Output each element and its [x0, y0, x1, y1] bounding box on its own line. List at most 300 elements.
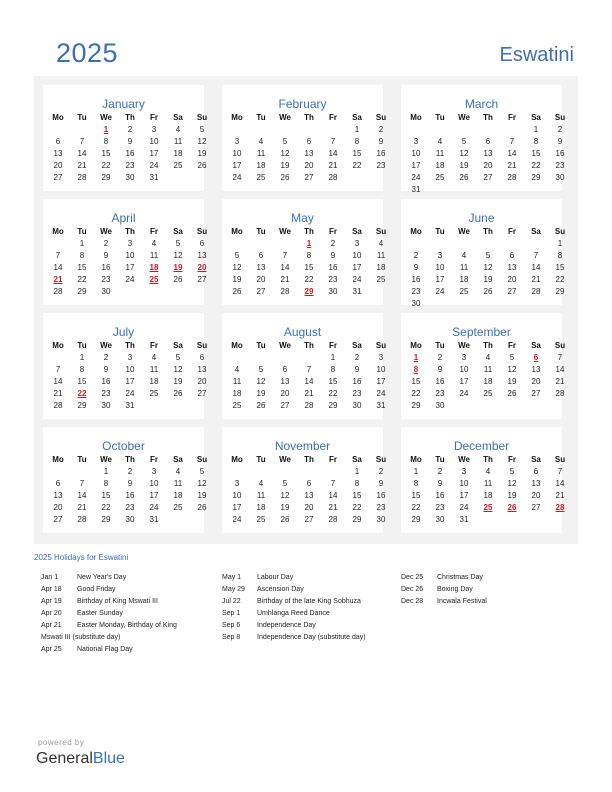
weekday-header: We — [458, 227, 470, 236]
calendar-day: 29 — [352, 515, 362, 524]
calendar-day: 16 — [352, 377, 362, 386]
calendar-day: 12 — [256, 377, 266, 386]
calendar-day: 28 — [280, 287, 290, 296]
calendar-day: 5 — [282, 137, 288, 146]
calendar-day: 27 — [197, 275, 207, 284]
calendar-day: 31 — [352, 287, 362, 296]
calendar-day: 22 — [101, 161, 111, 170]
holiday-name: Independence Day (substitute day) — [257, 634, 366, 641]
weekday-header: Fr — [508, 227, 516, 236]
calendar-day: 11 — [232, 377, 242, 386]
calendar-day: 23 — [328, 275, 338, 284]
calendar-day: 14 — [304, 377, 314, 386]
calendar-day: 6 — [533, 467, 539, 476]
calendar-day: 24 — [459, 389, 469, 398]
weekday-header: Sa — [531, 455, 541, 464]
calendar-day: 25 — [376, 275, 386, 284]
calendar-day: 4 — [151, 353, 157, 362]
calendar-day: 5 — [258, 365, 264, 374]
weekday-header: Fr — [150, 341, 158, 350]
calendar-day: 11 — [173, 137, 183, 146]
calendar-day: 15 — [101, 491, 111, 500]
calendar-day: 25 — [459, 287, 469, 296]
calendar-day: 19 — [459, 161, 469, 170]
calendar-day: 26 — [507, 389, 517, 398]
calendar-day: 26 — [232, 287, 242, 296]
calendar-day: 3 — [354, 239, 360, 248]
weekday-header: Fr — [329, 227, 337, 236]
calendar-day: 18 — [173, 149, 183, 158]
holiday-date-text: Apr 20 — [41, 610, 62, 617]
calendar-day: 2 — [103, 353, 109, 362]
calendar-day: 12 — [173, 365, 183, 374]
calendar-day: 20 — [53, 161, 63, 170]
calendar-day: 17 — [459, 377, 469, 386]
holiday-date-text: Dec 25 — [401, 574, 424, 581]
calendar-day: 6 — [199, 353, 205, 362]
calendar-day: 21 — [328, 503, 338, 512]
calendar-day: 4 — [461, 251, 467, 260]
calendar-day: 15 — [328, 377, 338, 386]
calendar-day: 23 — [376, 503, 386, 512]
calendar-day: 2 — [378, 125, 384, 134]
calendar-day: 23 — [376, 161, 386, 170]
calendar-day: 17 — [149, 149, 159, 158]
calendar-day: 21 — [555, 377, 565, 386]
calendar-day: 5 — [461, 137, 467, 146]
calendar-day: 29 — [411, 401, 421, 410]
calendar-day: 1 — [354, 125, 360, 134]
calendar-day: 27 — [53, 515, 63, 524]
calendar-day: 16 — [376, 491, 386, 500]
month-name: September — [452, 325, 511, 339]
calendar-day: 3 — [234, 137, 240, 146]
calendar-day: 5 — [282, 479, 288, 488]
calendar-day: 14 — [328, 149, 338, 158]
holiday-date: 1 — [306, 239, 312, 248]
calendar-day: 25 — [483, 389, 493, 398]
holiday-date: 19 — [173, 263, 183, 272]
calendar-day: 12 — [197, 137, 207, 146]
weekday-header: Fr — [150, 227, 158, 236]
calendar-day: 10 — [376, 365, 386, 374]
calendar-day: 25 — [256, 173, 266, 182]
calendar-day: 3 — [413, 137, 419, 146]
weekday-header: Su — [196, 113, 208, 122]
weekday-header: Mo — [410, 227, 422, 236]
calendar-day: 21 — [304, 389, 314, 398]
calendar-day: 22 — [328, 389, 338, 398]
calendar-day: 15 — [77, 263, 87, 272]
calendar-day: 31 — [149, 515, 159, 524]
calendar-day: 7 — [557, 353, 563, 362]
calendar-day: 26 — [256, 401, 266, 410]
calendar-day: 13 — [197, 251, 207, 260]
calendar-day: 7 — [330, 137, 336, 146]
calendar-day: 20 — [531, 377, 541, 386]
calendar-day: 16 — [328, 263, 338, 272]
weekday-header: We — [458, 113, 470, 122]
calendar-day: 14 — [53, 377, 63, 386]
holiday-date-text: Dec 28 — [401, 598, 424, 605]
calendar-day: 16 — [101, 263, 111, 272]
calendar-day: 7 — [79, 479, 85, 488]
calendar-day: 9 — [127, 137, 133, 146]
calendar-day: 25 — [435, 173, 445, 182]
holiday-name: Birthday of the late King Sobhuza — [257, 598, 361, 605]
weekday-header: Th — [125, 455, 135, 464]
holiday-date: 29 — [304, 287, 314, 296]
calendar-day: 8 — [103, 137, 109, 146]
calendar-day: 27 — [197, 389, 207, 398]
weekday-header: Fr — [150, 113, 158, 122]
calendar-day: 10 — [149, 479, 159, 488]
calendar-day: 1 — [533, 125, 539, 134]
calendar-day: 24 — [459, 503, 469, 512]
calendar-day: 28 — [77, 515, 87, 524]
holiday-date: 20 — [197, 263, 207, 272]
weekday-header: Tu — [77, 113, 87, 122]
calendar-day: 21 — [555, 491, 565, 500]
calendar-day: 14 — [77, 149, 87, 158]
calendar-day: 13 — [197, 365, 207, 374]
calendar-day: 22 — [531, 161, 541, 170]
weekday-header: Su — [554, 113, 566, 122]
calendar-day: 15 — [411, 377, 421, 386]
weekday-header: We — [458, 455, 470, 464]
calendar-day: 24 — [149, 161, 159, 170]
calendar-day: 28 — [507, 173, 517, 182]
calendar-day: 17 — [411, 161, 421, 170]
calendar-day: 31 — [459, 515, 469, 524]
weekday-header: Tu — [77, 455, 87, 464]
calendar-day: 22 — [411, 389, 421, 398]
calendar-day: 19 — [507, 491, 517, 500]
weekday-header: Sa — [173, 455, 183, 464]
calendar-day: 2 — [103, 239, 109, 248]
holiday-date-text: May 1 — [222, 574, 242, 581]
calendar-day: 31 — [125, 401, 135, 410]
weekday-header: We — [100, 227, 112, 236]
weekday-header: Sa — [173, 341, 183, 350]
holidays-heading: 2025 Holidays for Eswatini — [34, 553, 129, 562]
holiday-date: 8 — [413, 365, 419, 374]
calendar-day: 29 — [101, 515, 111, 524]
calendar-day: 24 — [232, 515, 242, 524]
calendar-day: 13 — [53, 491, 63, 500]
calendar-day: 18 — [483, 377, 493, 386]
calendar-day: 2 — [127, 467, 133, 476]
calendar-day: 18 — [483, 491, 493, 500]
weekday-header: We — [100, 455, 112, 464]
weekday-header: Su — [375, 341, 387, 350]
calendar-day: 19 — [507, 377, 517, 386]
weekday-header: Mo — [231, 227, 243, 236]
weekday-header: Sa — [531, 113, 541, 122]
calendar-day: 28 — [531, 287, 541, 296]
calendar-day: 7 — [282, 251, 288, 260]
weekday-header: Th — [483, 341, 493, 350]
weekday-header: Su — [375, 113, 387, 122]
calendar-day: 18 — [435, 161, 445, 170]
calendar-day: 17 — [435, 275, 445, 284]
calendar-day: 29 — [411, 515, 421, 524]
month-december — [401, 427, 566, 533]
calendar-day: 14 — [280, 263, 290, 272]
holiday-name: Labour Day — [257, 574, 294, 581]
weekday-header: Th — [483, 455, 493, 464]
calendar-day: 26 — [197, 503, 207, 512]
calendar-day: 5 — [199, 125, 205, 134]
holiday-name: Christmas Day — [437, 574, 483, 581]
calendar-day: 6 — [55, 137, 61, 146]
calendar-day: 22 — [411, 503, 421, 512]
calendar-day: 13 — [304, 149, 314, 158]
brand-logo-part2: Blue — [92, 750, 125, 767]
calendar-day: 30 — [352, 401, 362, 410]
calendar-day: 8 — [103, 479, 109, 488]
month-april — [43, 199, 208, 305]
calendar-day: 4 — [485, 467, 491, 476]
holiday-name: Incwala Festival — [437, 598, 487, 605]
weekday-header: Th — [125, 227, 135, 236]
brand-logo[interactable] — [36, 750, 125, 768]
weekday-header: Mo — [52, 455, 64, 464]
calendar-day: 23 — [435, 503, 445, 512]
calendar-day: 15 — [411, 491, 421, 500]
calendar-day: 4 — [485, 353, 491, 362]
calendar-day: 19 — [256, 389, 266, 398]
calendar-day: 22 — [77, 275, 87, 284]
month-february — [222, 85, 387, 191]
calendar-day: 28 — [53, 401, 63, 410]
weekday-header: Tu — [435, 455, 445, 464]
calendar-day: 28 — [328, 173, 338, 182]
weekday-header: Th — [304, 341, 314, 350]
weekday-header: We — [279, 341, 291, 350]
holiday-date: 25 — [149, 275, 159, 284]
weekday-header: Su — [554, 341, 566, 350]
weekday-header: Sa — [352, 227, 362, 236]
calendar-day: 28 — [555, 389, 565, 398]
calendar-day: 30 — [435, 401, 445, 410]
calendar-day: 25 — [256, 515, 266, 524]
calendar-day: 26 — [280, 515, 290, 524]
calendar-day: 17 — [232, 161, 242, 170]
weekday-header: Tu — [256, 113, 266, 122]
weekday-header: We — [279, 227, 291, 236]
calendar-day: 19 — [280, 161, 290, 170]
weekday-header: Th — [125, 113, 135, 122]
weekday-header: Mo — [52, 341, 64, 350]
calendar-day: 7 — [55, 251, 61, 260]
calendar-day: 18 — [232, 389, 242, 398]
calendar-day: 21 — [507, 161, 517, 170]
calendar-day: 24 — [411, 173, 421, 182]
calendar-day: 9 — [378, 479, 384, 488]
holiday-date: 28 — [555, 503, 565, 512]
calendar-day: 18 — [173, 491, 183, 500]
calendar-day: 19 — [197, 491, 207, 500]
weekday-header: Th — [304, 455, 314, 464]
calendar-day: 4 — [258, 137, 264, 146]
calendar-day: 23 — [125, 503, 135, 512]
calendar-day: 27 — [531, 503, 541, 512]
calendar-day: 25 — [173, 161, 183, 170]
calendar-day: 6 — [282, 365, 288, 374]
weekday-header: Fr — [329, 341, 337, 350]
holiday-name: Birthday of King Mswati III — [77, 598, 158, 605]
calendar-day: 21 — [531, 275, 541, 284]
calendar-day: 9 — [413, 263, 419, 272]
month-name: November — [274, 439, 331, 453]
calendar-day: 1 — [79, 353, 85, 362]
calendar-day: 7 — [533, 251, 539, 260]
calendar-day: 10 — [232, 491, 242, 500]
calendar-day: 11 — [483, 365, 493, 374]
calendar-day: 12 — [197, 479, 207, 488]
calendar-day: 30 — [125, 515, 135, 524]
calendar-day: 19 — [280, 503, 290, 512]
calendar-day: 23 — [101, 275, 111, 284]
calendar-day: 12 — [173, 251, 183, 260]
calendar-day: 10 — [459, 365, 469, 374]
calendar-day: 12 — [507, 479, 517, 488]
month-march — [401, 85, 566, 194]
calendar-day: 6 — [485, 137, 491, 146]
holiday-name: National Flag Day — [77, 646, 133, 653]
calendar-day: 23 — [435, 389, 445, 398]
calendar-day: 7 — [557, 467, 563, 476]
calendar-day: 8 — [330, 365, 336, 374]
month-august — [222, 313, 387, 419]
holiday-name: Umhlanga Reed Dance — [257, 610, 330, 617]
calendar-day: 3 — [151, 125, 157, 134]
calendar-day: 26 — [459, 173, 469, 182]
weekday-header: Sa — [173, 227, 183, 236]
calendar-day: 26 — [173, 275, 183, 284]
calendar-day: 30 — [376, 515, 386, 524]
holiday-date-text: Sep 8 — [222, 634, 241, 641]
holiday-date: 1 — [413, 353, 419, 362]
calendar-day: 29 — [555, 287, 565, 296]
calendar-day: 12 — [507, 365, 517, 374]
holiday-date: 1 — [103, 125, 109, 134]
calendar-day: 11 — [173, 479, 183, 488]
month-june — [401, 199, 566, 308]
calendar-day: 20 — [531, 491, 541, 500]
holiday-date: 25 — [483, 503, 493, 512]
month-september — [401, 313, 566, 419]
calendar-day: 13 — [531, 365, 541, 374]
calendar-day: 25 — [232, 401, 242, 410]
calendar-day: 31 — [411, 185, 421, 194]
calendar-day: 31 — [376, 401, 386, 410]
calendar-day: 17 — [352, 263, 362, 272]
calendar-day: 4 — [234, 365, 240, 374]
calendar-day: 9 — [437, 479, 443, 488]
month-november — [222, 427, 387, 533]
calendar-day: 20 — [483, 161, 493, 170]
calendar-day: 21 — [53, 389, 63, 398]
calendar-day: 5 — [175, 239, 181, 248]
calendar-day: 16 — [435, 377, 445, 386]
calendar-day: 5 — [509, 467, 515, 476]
calendar-day: 8 — [354, 479, 360, 488]
weekday-header: Fr — [150, 455, 158, 464]
holiday-date-text: Sep 1 — [222, 610, 241, 617]
calendar-day: 23 — [352, 389, 362, 398]
calendar-day: 18 — [256, 161, 266, 170]
calendar-day: 7 — [330, 479, 336, 488]
weekday-header: Mo — [231, 455, 243, 464]
calendar-day: 11 — [483, 479, 493, 488]
calendar-day: 2 — [127, 125, 133, 134]
calendar-day: 2 — [557, 125, 563, 134]
weekday-header: Fr — [329, 455, 337, 464]
holiday-date: 26 — [507, 503, 517, 512]
calendar-day: 19 — [232, 275, 242, 284]
calendar-day: 1 — [557, 239, 563, 248]
calendar-day: 3 — [127, 239, 133, 248]
weekday-header: Sa — [352, 455, 362, 464]
weekday-header: Su — [196, 455, 208, 464]
calendar-day: 9 — [557, 137, 563, 146]
calendar-day: 7 — [509, 137, 515, 146]
calendar-day: 17 — [232, 503, 242, 512]
weekday-header: Th — [483, 113, 493, 122]
calendar-day: 19 — [173, 377, 183, 386]
weekday-header: Su — [554, 455, 566, 464]
calendar-day: 11 — [149, 365, 159, 374]
brand-logo-part1: General — [36, 750, 93, 767]
calendar-day: 1 — [413, 467, 419, 476]
month-name: April — [111, 211, 136, 225]
holiday-date-text: May 29 — [222, 586, 245, 593]
holiday-name: Boxing Day — [437, 586, 473, 593]
calendar-day: 6 — [509, 251, 515, 260]
weekday-header: Fr — [329, 113, 337, 122]
calendar-day: 29 — [328, 401, 338, 410]
calendar-day: 6 — [306, 137, 312, 146]
calendar-day: 12 — [483, 263, 493, 272]
weekday-header: Tu — [256, 227, 266, 236]
calendar-day: 12 — [280, 149, 290, 158]
calendar-day: 16 — [125, 491, 135, 500]
calendar-day: 22 — [352, 503, 362, 512]
calendar-day: 20 — [280, 389, 290, 398]
weekday-header: We — [100, 113, 112, 122]
calendar-day: 27 — [280, 401, 290, 410]
calendar-day: 1 — [354, 467, 360, 476]
calendar-day: 22 — [555, 275, 565, 284]
calendar-day: 28 — [77, 173, 87, 182]
calendar-day: 30 — [435, 515, 445, 524]
calendar-day: 9 — [103, 365, 109, 374]
calendar-day: 16 — [125, 149, 135, 158]
weekday-header: Mo — [52, 227, 64, 236]
calendar-day: 11 — [376, 251, 386, 260]
calendar-day: 2 — [437, 353, 443, 362]
weekday-header: Mo — [410, 455, 422, 464]
calendar-day: 6 — [199, 239, 205, 248]
month-name: January — [102, 97, 145, 111]
calendar-day: 3 — [127, 353, 133, 362]
calendar-day: 27 — [531, 389, 541, 398]
calendar-day: 8 — [79, 365, 85, 374]
weekday-header: Su — [196, 341, 208, 350]
calendar-day: 29 — [77, 401, 87, 410]
